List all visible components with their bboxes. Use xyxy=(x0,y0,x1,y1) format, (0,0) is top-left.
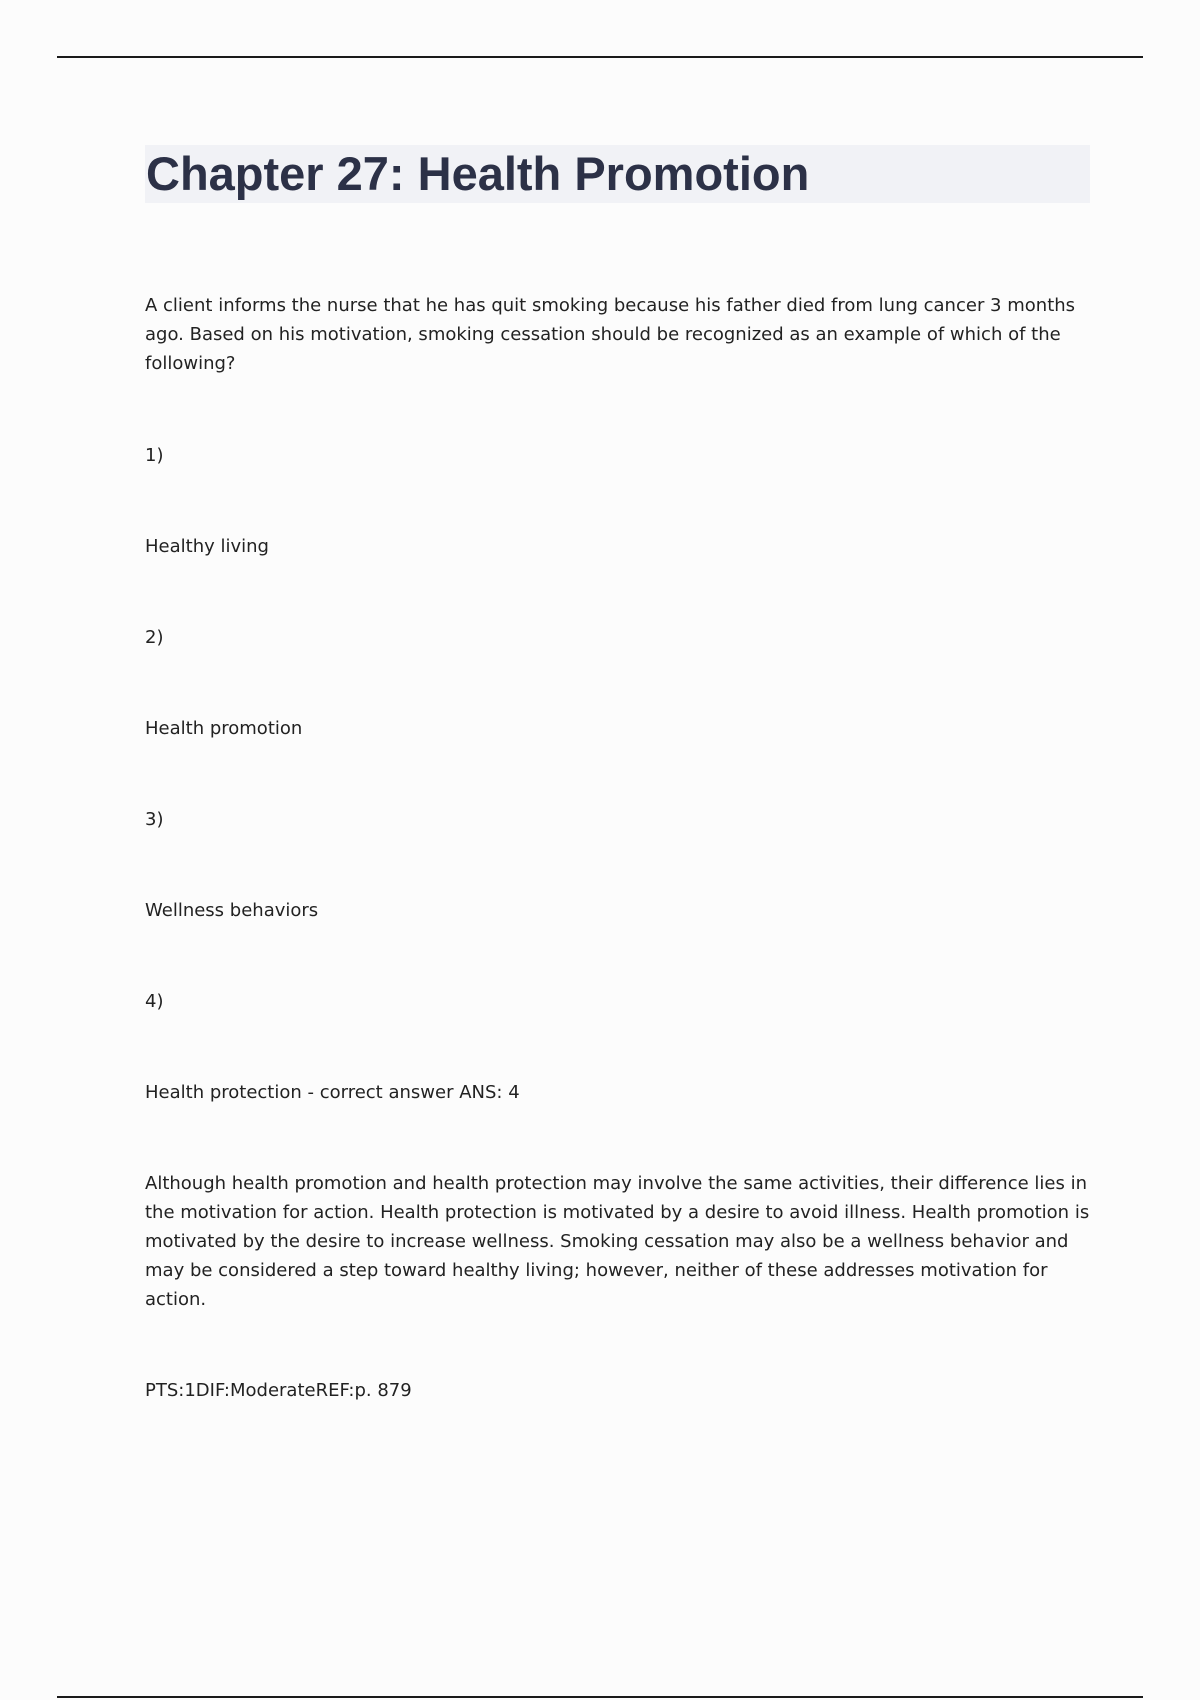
top-rule xyxy=(57,56,1143,58)
option-1-text: Healthy living xyxy=(145,536,269,557)
rationale-text: Although health promotion and health protection may involve the same activities, their difference lies in the motivation for action. Health protection is motivated by a desire to avoid illness. Health promotion is motivated by the desire to increase wellness. Smoking cessation may also be a wellness behavior and may be considered a step toward healthy living; however, neither of these addresses motivation for action. xyxy=(145,1173,1090,1310)
option-4-text-answer: Health protection - correct answer ANS: 4 xyxy=(145,1082,520,1103)
bottom-rule xyxy=(57,1696,1143,1698)
question-text: A client informs the nurse that he has quit smoking because his father died from lung cancer 3 months ago. Based on his motivation, smoking cessation should be recognized as an example of which of the following? xyxy=(145,295,1076,374)
option-3-number: 3) xyxy=(145,809,164,830)
option-3-text: Wellness behaviors xyxy=(145,900,319,921)
option-1-number: 1) xyxy=(145,445,164,466)
page-title: Chapter 27: Health Promotion xyxy=(146,147,810,200)
option-4-number: 4) xyxy=(145,991,164,1012)
option-2-text: Health promotion xyxy=(145,718,303,739)
question-metadata: PTS:1DIF:ModerateREF:p. 879 xyxy=(145,1380,412,1401)
option-2-number: 2) xyxy=(145,627,164,648)
